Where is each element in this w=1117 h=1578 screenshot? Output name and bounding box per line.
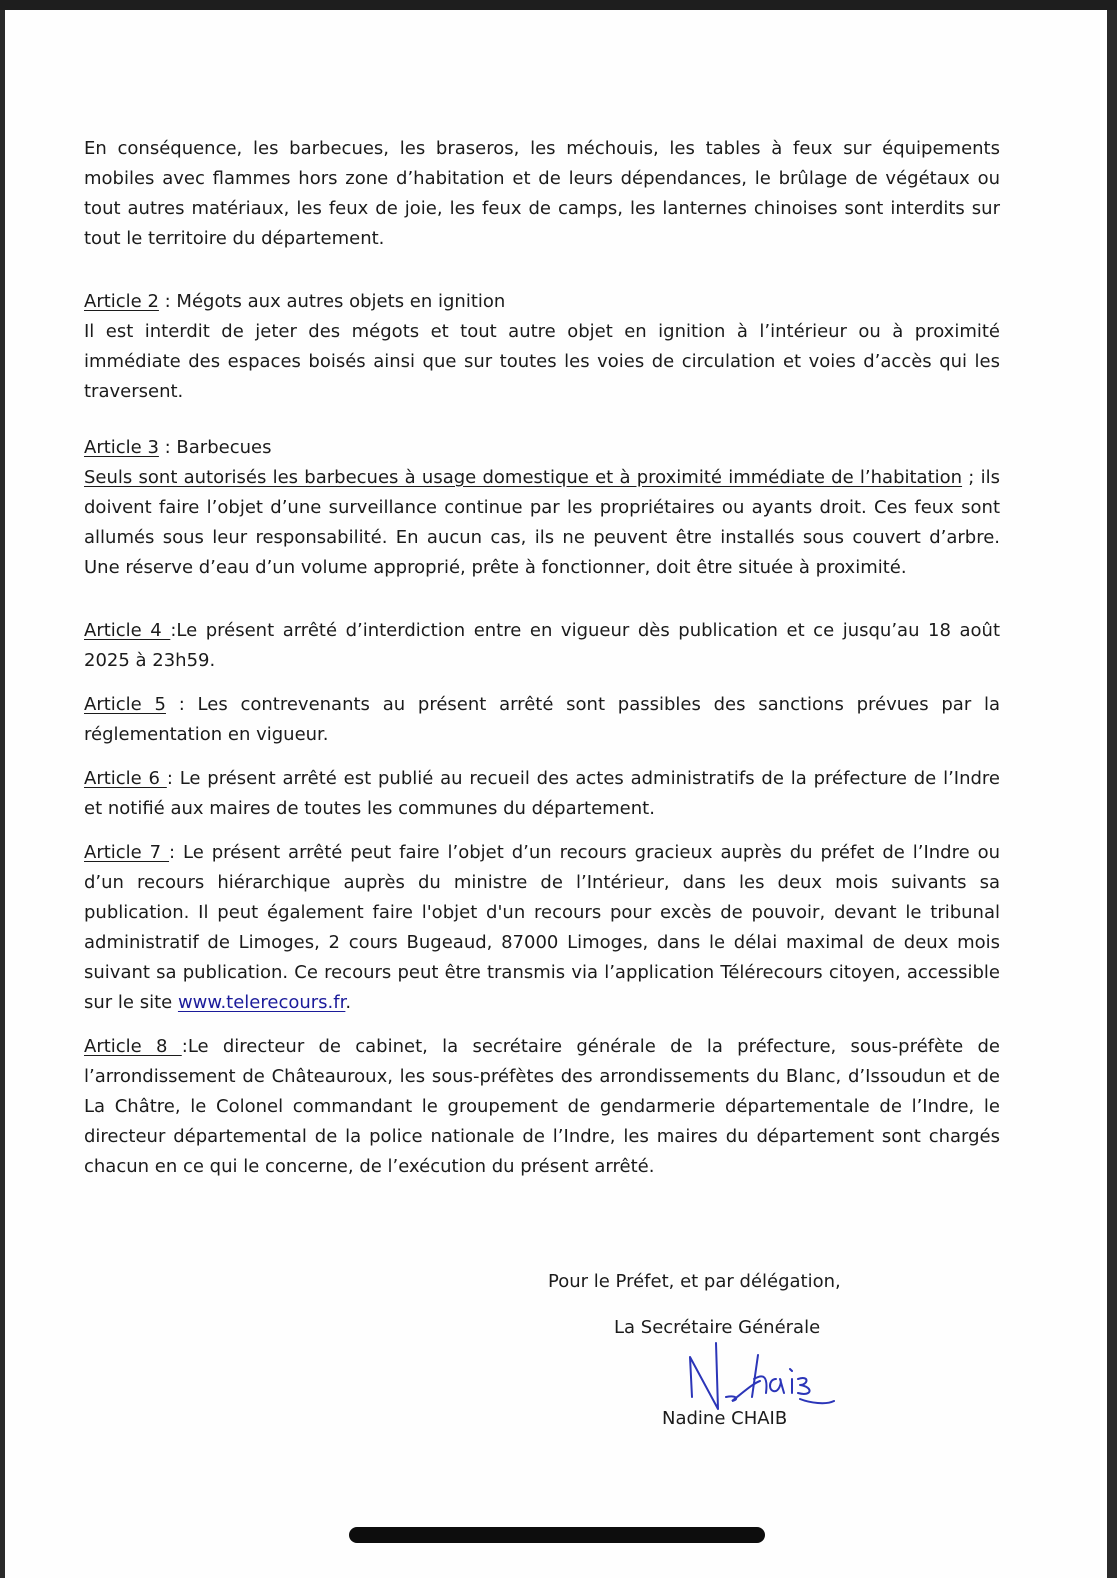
article-3-label: Article 3	[84, 437, 159, 458]
article-6-text: : Le présent arrêté est publié au recueil des actes administratifs de la préfecture de l’Indre et notifié aux maires de toutes les communes du département.	[84, 768, 1001, 819]
article-7-end: .	[345, 992, 352, 1013]
article-4-label: Article 4	[84, 620, 171, 641]
article-3-text: ; ils doivent faire l’objet d’une surveillance continue par les propriétaires ou ayants droit. Ces feux sont allumés sous leur responsabilité. En aucun cas, ils ne peuvent être installés sous couvert d’arbre. Une réserve d’eau d’un volume approprié, prête à fonctionner, doit être située à proximité.	[84, 467, 1000, 578]
top-bar	[0, 0, 1117, 10]
article-3-title: : Barbecues	[158, 437, 272, 458]
article-8-text: :Le directeur de cabinet, la secrétaire générale de la préfecture, sous-préfète de l’arrondissement de Châteauroux, les sous-préfètes des arrondissements du Blanc, d’Issoudun et de La Châtre, le Colonel commandant le groupement de gendarmerie départementale de l’Indre, le directeur départemental de la police nationale de l’Indre, les maires du département sont chargés chacun en ce qui le concerne, de l’exécution du présent arrêté.	[84, 1036, 1000, 1177]
article-4-text: :Le présent arrêté d’interdiction entre en vigueur dès publication et ce jusqu’au 18 août 2025 à 23h59.	[84, 620, 1001, 671]
intro-paragraph	[84, 134, 1000, 254]
article-7-text: : Le présent arrêté peut faire l’objet d’un recours gracieux auprès du préfet de l’Indre ou d’un recours hiérarchique auprès du ministre de l’Intérieur, dans les deux mois suivants sa publication. Il peut également faire l'objet d'un recours pour excès de pouvoir, devant le tribunal administratif de Limoges, 2 cours Bugeaud, 87000 Limoges, dans le délai maximal de deux mois suivant sa publication. Ce recours peut être transmis via l’application Télérecours citoyen, accessible sur le site	[84, 842, 1001, 1013]
article-2-text: Il est interdit de jeter des mégots et tout autre objet en ignition à l’intérieur ou à proximité immédiate des espaces boisés ainsi que sur toutes les voies de circulation et voies d’accès qui les traversent.	[84, 321, 1000, 402]
signature-stroke	[690, 1343, 718, 1409]
article-5	[84, 690, 1000, 750]
home-indicator[interactable]	[349, 1527, 765, 1543]
article-2-title: : Mégots aux autres objets en ignition	[158, 291, 506, 312]
telerecours-link[interactable]: www.telerecours.fr	[177, 992, 346, 1013]
article-7-label: Article 7	[84, 842, 170, 863]
signature-title-line: La Secrétaire Générale	[614, 1317, 821, 1338]
document-body	[84, 134, 1000, 1182]
article-2-label: Article 2	[84, 291, 159, 312]
signature-delegation-line: Pour le Préfet, et par délégation,	[548, 1271, 841, 1292]
article-4	[84, 616, 1000, 676]
article-3-underlined-text: Seuls sont autorisés les barbecues à usage domestique et à proximité immédiate de l’habitation	[84, 467, 963, 488]
article-3	[84, 433, 1000, 583]
signature-stroke	[726, 1381, 760, 1401]
intro-text: En conséquence, les barbecues, les braseros, les méchouis, les tables à feux sur équipements mobiles avec flammes hors zone d’habitation et de leurs dépendances, le brûlage de végétaux ou tout autres matériaux, les feux de joie, les feux de camps, les lanternes chinoises sont interdits sur tout le territoire du département.	[84, 138, 1000, 249]
article-8	[84, 1032, 1000, 1182]
article-8-label: Article 8	[84, 1036, 182, 1057]
article-7	[84, 838, 1000, 1018]
signature-stroke	[752, 1355, 834, 1403]
signatory-name: Nadine CHAIB	[662, 1408, 788, 1429]
article-6-label: Article 6	[84, 768, 167, 789]
article-2	[84, 287, 1000, 407]
article-6	[84, 764, 1000, 824]
article-5-text: : Les contrevenants au présent arrêté sont passibles des sanctions prévues par la réglementation en vigueur.	[84, 694, 1001, 745]
article-5-label: Article 5	[84, 694, 166, 715]
